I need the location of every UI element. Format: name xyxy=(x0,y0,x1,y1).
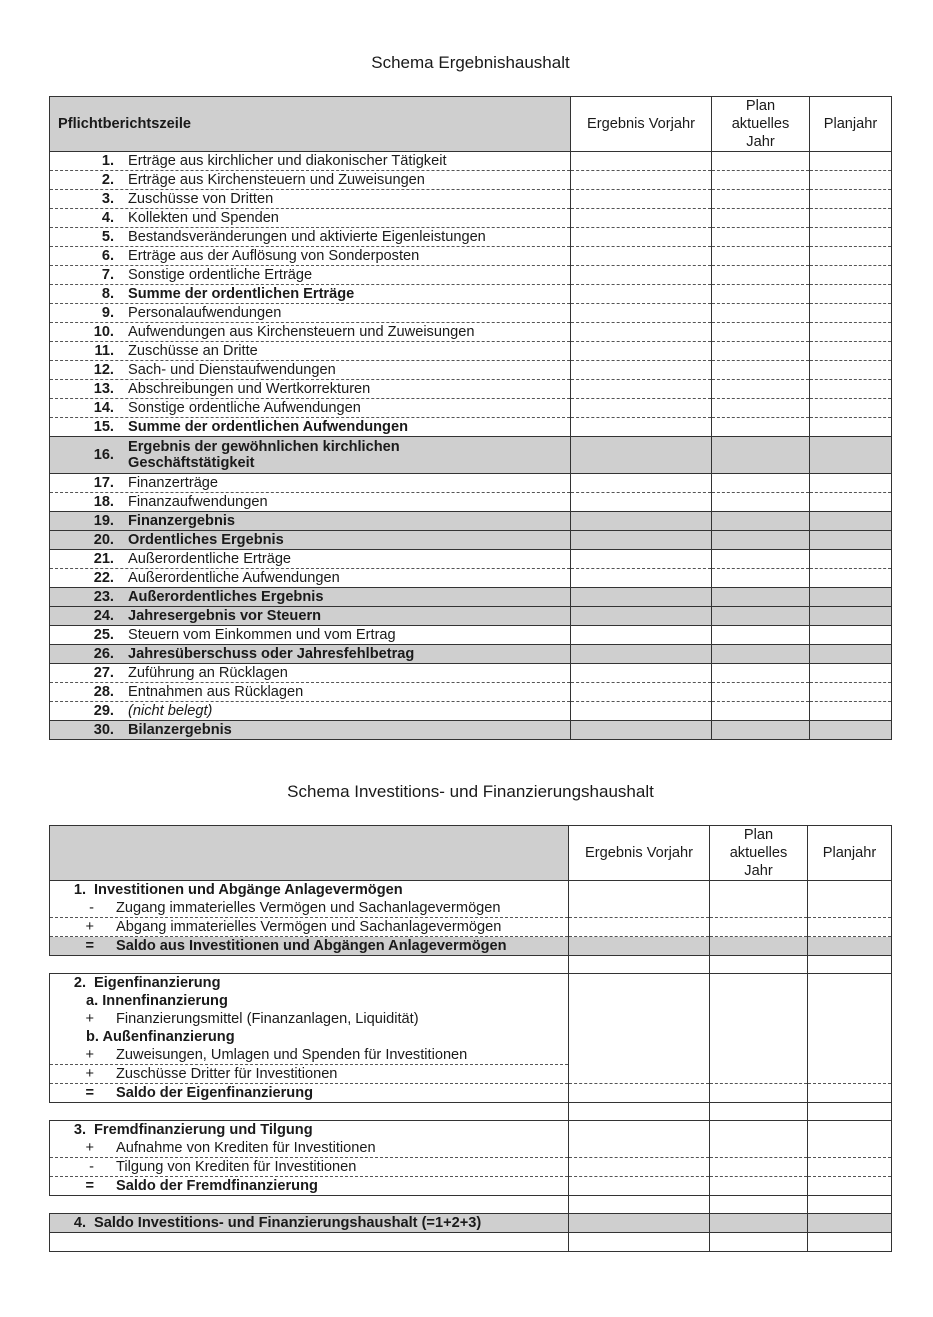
value-cell-plan[interactable] xyxy=(712,228,810,247)
saldo-label: Saldo der Fremdfinanzierung xyxy=(116,1178,318,1194)
table-row xyxy=(50,664,892,683)
row-label-cell xyxy=(50,285,571,304)
group-3-title-row xyxy=(50,1121,892,1140)
row-number: 23. xyxy=(93,588,114,605)
value-cell-plan[interactable] xyxy=(712,607,810,626)
value-cell-plan[interactable] xyxy=(712,531,810,550)
group-title: Eigenfinanzierung xyxy=(94,975,221,991)
row-number: 19. xyxy=(93,512,114,529)
spacer-row xyxy=(50,1196,892,1214)
value-cell-planjahr[interactable] xyxy=(810,626,892,645)
row-number: 10. xyxy=(93,323,114,340)
table-row xyxy=(50,437,892,474)
value-cell-planjahr[interactable] xyxy=(810,683,892,702)
row-label-cell xyxy=(50,171,571,190)
table-row xyxy=(50,190,892,209)
value-cell-plan[interactable] xyxy=(712,626,810,645)
row-number: 24. xyxy=(93,607,114,624)
value-cell-vorjahr[interactable] xyxy=(571,152,712,171)
value-cell-planjahr[interactable] xyxy=(810,550,892,569)
row-label-cell xyxy=(50,323,571,342)
line-label: Finanzierungsmittel (Finanzanlagen, Liquidität) xyxy=(116,1011,419,1027)
table-row xyxy=(50,152,892,171)
ergebnishaushalt-table xyxy=(49,96,892,740)
table-row xyxy=(50,380,892,399)
value-cell-vorjahr[interactable] xyxy=(571,531,712,550)
row-number: 5. xyxy=(101,228,114,245)
row-label-cell xyxy=(50,437,571,474)
table-row xyxy=(50,342,892,361)
row-number: 15. xyxy=(93,418,114,435)
row-number: 13. xyxy=(93,380,114,397)
row-number: 12. xyxy=(93,361,114,378)
page-title-investitionshaushalt: Schema Investitions- und Finanzierungshaushalt xyxy=(287,782,654,801)
group-4-total-row xyxy=(50,1214,892,1233)
row-number: 8. xyxy=(101,285,114,302)
table-row xyxy=(50,266,892,285)
value-cell-planjahr[interactable] xyxy=(810,569,892,588)
row-label: Sonstige ordentliche Aufwendungen xyxy=(128,400,361,417)
row-number: 2. xyxy=(101,171,114,188)
value-cell-vorjahr[interactable] xyxy=(571,209,712,228)
value-cell-vorjahr[interactable] xyxy=(571,304,712,323)
table-row xyxy=(50,304,892,323)
row-label-cell xyxy=(50,512,571,531)
group-1-title-row xyxy=(50,881,892,900)
column-header-blank xyxy=(50,826,569,881)
table-row xyxy=(50,493,892,512)
row-label: Steuern vom Einkommen und vom Ertrag xyxy=(128,627,396,644)
table-row xyxy=(50,607,892,626)
line-label: Zuweisungen, Umlagen und Spenden für Investitionen xyxy=(116,1047,468,1063)
row-label: Abschreibungen und Wertkorrekturen xyxy=(128,381,371,398)
value-cell-vorjahr[interactable] xyxy=(571,342,712,361)
value-cell-planjahr[interactable] xyxy=(810,607,892,626)
line-label: Aufnahme von Krediten für Investitionen xyxy=(116,1140,376,1156)
row-number: 27. xyxy=(93,664,114,681)
value-cell-planjahr[interactable] xyxy=(810,361,892,380)
value-cell-plan[interactable] xyxy=(712,683,810,702)
subheading: a. Innenfinanzierung xyxy=(86,993,228,1009)
group-number: 1. xyxy=(73,882,86,898)
value-cell-plan[interactable] xyxy=(712,152,810,171)
header-row xyxy=(50,826,892,881)
table-row xyxy=(50,474,892,493)
row-label: Personalaufwendungen xyxy=(128,305,282,322)
column-header-pflichtberichtszeile: Pflichtberichtszeile xyxy=(50,97,571,152)
value-cell-planjahr[interactable] xyxy=(810,664,892,683)
column-header-plan-aktuelles-jahr xyxy=(712,97,810,152)
value-cell-planjahr[interactable] xyxy=(810,474,892,493)
plan-header-line1: Plan xyxy=(743,827,774,843)
row-label-cell xyxy=(50,361,571,380)
value-cell-plan[interactable] xyxy=(712,418,810,437)
page-title-ergebnishaushalt: Schema Ergebnishaushalt xyxy=(371,53,570,72)
operator: + xyxy=(85,1066,94,1082)
operator: + xyxy=(85,1140,94,1156)
value-cell-plan[interactable] xyxy=(712,664,810,683)
value-cell-vorjahr[interactable] xyxy=(571,190,712,209)
table-row xyxy=(50,531,892,550)
table-row xyxy=(50,683,892,702)
column-header-planjahr: Planjahr xyxy=(810,97,892,152)
value-cell-plan[interactable] xyxy=(712,474,810,493)
row-label-cell xyxy=(50,607,571,626)
value-cell-planjahr[interactable] xyxy=(810,399,892,418)
value-cell-planjahr[interactable] xyxy=(810,380,892,399)
table-row xyxy=(50,323,892,342)
group-title: Fremdfinanzierung und Tilgung xyxy=(94,1122,313,1138)
value-cell-vorjahr[interactable] xyxy=(571,664,712,683)
value-cell-plan[interactable] xyxy=(712,399,810,418)
row-label-cell xyxy=(50,645,571,664)
value-cell-planjahr[interactable] xyxy=(810,342,892,361)
plan-header-line1: Plan xyxy=(745,98,776,114)
value-cell-plan[interactable] xyxy=(712,702,810,721)
row-label-cell xyxy=(50,626,571,645)
row-label: Aufwendungen aus Kirchensteuern und Zuweisungen xyxy=(128,324,475,341)
row-label: Ordentliches Ergebnis xyxy=(128,532,284,549)
value-cell-vorjahr[interactable] xyxy=(571,474,712,493)
row-number: 21. xyxy=(93,550,114,567)
empty-row xyxy=(50,1233,892,1252)
value-cell-plan[interactable] xyxy=(712,323,810,342)
value-cell-planjahr[interactable] xyxy=(810,228,892,247)
value-cell-vorjahr[interactable] xyxy=(571,569,712,588)
row-label-cell xyxy=(50,152,571,171)
group-1-line-row xyxy=(50,918,892,937)
table-row xyxy=(50,550,892,569)
value-cell-vorjahr[interactable] xyxy=(571,266,712,285)
value-cell-plan[interactable] xyxy=(712,645,810,664)
row-label-cell xyxy=(50,493,571,512)
group-2-line-row xyxy=(50,1010,892,1028)
row-label: Außerordentliche Erträge xyxy=(128,551,292,568)
value-cell-planjahr[interactable] xyxy=(810,512,892,531)
row-label: Sach- und Dienstaufwendungen xyxy=(128,362,336,379)
row-label: Erträge aus der Auflösung von Sonderposten xyxy=(128,248,420,265)
row-label-cell xyxy=(50,683,571,702)
value-cell-plan[interactable] xyxy=(712,437,810,474)
row-label: Jahresergebnis vor Steuern xyxy=(128,608,322,625)
row-number: 17. xyxy=(93,474,114,491)
column-header-ergebnis-vorjahr: Ergebnis Vorjahr xyxy=(571,97,712,152)
value-cell-plan[interactable] xyxy=(712,380,810,399)
value-cell-plan[interactable] xyxy=(712,266,810,285)
table-row xyxy=(50,569,892,588)
value-cell-plan[interactable] xyxy=(712,209,810,228)
row-label-cell xyxy=(50,342,571,361)
value-cell-planjahr[interactable] xyxy=(810,418,892,437)
row-label-cell xyxy=(50,209,571,228)
value-cell-planjahr[interactable] xyxy=(810,266,892,285)
value-cell-vorjahr[interactable] xyxy=(571,323,712,342)
row-number: 30. xyxy=(93,721,114,738)
row-label: Kollekten und Spenden xyxy=(128,210,279,227)
row-label-cell xyxy=(50,418,571,437)
row-number: 9. xyxy=(101,304,114,321)
value-cell-plan[interactable] xyxy=(712,361,810,380)
row-number: 6. xyxy=(101,247,114,264)
value-cell-plan[interactable] xyxy=(712,247,810,266)
row-label: Summe der ordentlichen Aufwendungen xyxy=(128,419,409,436)
operator: - xyxy=(89,1159,94,1175)
value-cell-plan[interactable] xyxy=(712,171,810,190)
value-cell-plan[interactable] xyxy=(712,342,810,361)
row-label: Zuschüsse von Dritten xyxy=(128,191,274,208)
row-label: Finanzaufwendungen xyxy=(128,494,268,511)
value-cell-vorjahr[interactable] xyxy=(571,721,712,740)
operator: + xyxy=(85,1011,94,1027)
row-label: Außerordentliche Aufwendungen xyxy=(128,570,340,587)
row-label-cell xyxy=(50,380,571,399)
row-label: Erträge aus kirchlicher und diakonischer Tätigkeit xyxy=(128,153,447,170)
value-cell-vorjahr[interactable] xyxy=(571,171,712,190)
row-number: 7. xyxy=(101,266,114,283)
saldo-label: Saldo aus Investitionen und Abgängen Anlagevermögen xyxy=(116,938,507,954)
row-label: (nicht belegt) xyxy=(128,703,213,720)
value-cell-vorjahr[interactable] xyxy=(571,437,712,474)
table-row xyxy=(50,512,892,531)
operator: + xyxy=(85,1047,94,1063)
operator: = xyxy=(85,1085,94,1101)
group-1-line-row xyxy=(50,899,892,918)
row-label: Außerordentliches Ergebnis xyxy=(128,589,324,606)
value-cell-vorjahr[interactable] xyxy=(571,588,712,607)
row-number: 26. xyxy=(93,645,114,662)
row-number: 11. xyxy=(94,342,114,359)
table-row xyxy=(50,721,892,740)
spacer-row xyxy=(50,956,892,974)
plan-header-line2: aktuelles xyxy=(729,845,788,861)
row-label: Bestandsveränderungen und aktivierte Eigenleistungen xyxy=(128,229,486,246)
group-title: Saldo Investitions- und Finanzierungshaushalt (=1+2+3) xyxy=(94,1215,482,1231)
value-cell-vorjahr[interactable] xyxy=(571,645,712,664)
row-number: 16. xyxy=(93,446,114,463)
row-label: Zuschüsse an Dritte xyxy=(128,343,258,360)
table-row xyxy=(50,588,892,607)
column-header-ergebnis-vorjahr: Ergebnis Vorjahr xyxy=(569,826,710,881)
value-cell-vorjahr[interactable] xyxy=(571,702,712,721)
value-cell-planjahr[interactable] xyxy=(810,152,892,171)
saldo-label: Saldo der Eigenfinanzierung xyxy=(116,1085,314,1101)
table-row xyxy=(50,171,892,190)
row-label-cell xyxy=(50,474,571,493)
value-cell-planjahr[interactable] xyxy=(810,190,892,209)
row-label: Bilanzergebnis xyxy=(128,722,232,739)
plan-header-line3: Jahr xyxy=(744,863,773,879)
row-label-cell xyxy=(50,228,571,247)
group-2-saldo-row xyxy=(50,1084,892,1103)
row-label-cell xyxy=(50,569,571,588)
row-label-cell xyxy=(50,190,571,209)
value-cell-vorjahr[interactable] xyxy=(571,512,712,531)
operator: - xyxy=(89,900,94,916)
value-cell-vorjahr[interactable] xyxy=(571,399,712,418)
row-label-cell xyxy=(50,702,571,721)
operator: + xyxy=(85,919,94,935)
value-cell-vorjahr[interactable] xyxy=(571,380,712,399)
value-cell-vorjahr[interactable] xyxy=(571,683,712,702)
row-number: 28. xyxy=(93,683,114,700)
value-cell-vorjahr[interactable] xyxy=(571,361,712,380)
row-number: 18. xyxy=(93,493,114,510)
row-label-cell xyxy=(50,266,571,285)
table-row xyxy=(50,285,892,304)
row-label: Summe der ordentlichen Erträge xyxy=(128,286,355,303)
value-cell-planjahr[interactable] xyxy=(810,531,892,550)
row-label: Finanzergebnis xyxy=(128,513,236,530)
row-label-line1: Ergebnis der gewöhnlichen kirchlichen xyxy=(128,439,400,455)
row-label-line2: Geschäftstätigkeit xyxy=(128,455,255,471)
row-label-cell xyxy=(50,304,571,323)
row-number: 25. xyxy=(93,626,114,643)
row-label: Entnahmen aus Rücklagen xyxy=(128,684,304,701)
group-number: 4. xyxy=(73,1215,86,1231)
value-cell-plan[interactable] xyxy=(712,588,810,607)
value-cell-planjahr[interactable] xyxy=(810,285,892,304)
value-cell-plan[interactable] xyxy=(712,569,810,588)
operator: = xyxy=(85,1178,94,1194)
value-cell-planjahr[interactable] xyxy=(810,247,892,266)
row-number: 1. xyxy=(101,152,114,169)
row-number: 29. xyxy=(93,702,114,719)
table-row xyxy=(50,209,892,228)
value-cell-planjahr[interactable] xyxy=(810,588,892,607)
row-label-cell xyxy=(50,550,571,569)
value-cell-planjahr[interactable] xyxy=(810,702,892,721)
value-cell-planjahr[interactable] xyxy=(810,645,892,664)
value-cell-plan[interactable] xyxy=(712,190,810,209)
subheading: b. Außenfinanzierung xyxy=(86,1029,235,1045)
row-number: 3. xyxy=(101,190,114,207)
line-label: Zugang immaterielles Vermögen und Sachanlagevermögen xyxy=(116,900,501,916)
value-cell-vorjahr[interactable] xyxy=(571,285,712,304)
value-cell-planjahr[interactable] xyxy=(810,209,892,228)
row-number: 22. xyxy=(93,569,114,586)
value-cell-plan[interactable] xyxy=(712,304,810,323)
group-3-saldo-row xyxy=(50,1177,892,1196)
value-cell-planjahr[interactable] xyxy=(810,304,892,323)
group-number: 2. xyxy=(73,975,86,991)
plan-header-line2: aktuelles xyxy=(731,116,790,132)
row-label-cell xyxy=(50,399,571,418)
value-cell-vorjahr[interactable] xyxy=(571,607,712,626)
table-row xyxy=(50,247,892,266)
value-cell-vorjahr[interactable] xyxy=(571,228,712,247)
table-row xyxy=(50,626,892,645)
row-number: 4. xyxy=(101,209,114,226)
row-label-cell xyxy=(50,247,571,266)
row-label-cell xyxy=(50,721,571,740)
value-cell-planjahr[interactable] xyxy=(810,323,892,342)
value-cell-vorjahr[interactable] xyxy=(571,418,712,437)
group-2-line-row xyxy=(50,1046,892,1065)
column-header-plan-aktuelles-jahr xyxy=(710,826,808,881)
row-number: 14. xyxy=(93,399,114,416)
value-cell-plan[interactable] xyxy=(712,493,810,512)
table-row xyxy=(50,228,892,247)
header-row xyxy=(50,97,892,152)
value-cell-plan[interactable] xyxy=(712,721,810,740)
row-label: Erträge aus Kirchensteuern und Zuweisungen xyxy=(128,172,425,189)
value-cell-planjahr[interactable] xyxy=(810,493,892,512)
plan-header-line3: Jahr xyxy=(746,134,775,150)
row-label: Zuführung an Rücklagen xyxy=(128,665,288,682)
table-row xyxy=(50,361,892,380)
table-row xyxy=(50,645,892,664)
line-label: Zuschüsse Dritter für Investitionen xyxy=(116,1066,338,1082)
value-cell-vorjahr[interactable] xyxy=(571,626,712,645)
line-label: Tilgung von Krediten für Investitionen xyxy=(116,1159,357,1175)
group-2-sub-row xyxy=(50,992,892,1010)
row-label: Sonstige ordentliche Erträge xyxy=(128,267,313,284)
group-1-saldo-row xyxy=(50,937,892,956)
table-row xyxy=(50,418,892,437)
line-label: Abgang immaterielles Vermögen und Sachanlagevermögen xyxy=(116,919,502,935)
value-cell-vorjahr[interactable] xyxy=(571,247,712,266)
group-number: 3. xyxy=(73,1122,86,1138)
spacer-row xyxy=(50,1103,892,1121)
group-2-title-row xyxy=(50,974,892,993)
value-cell-planjahr[interactable] xyxy=(810,721,892,740)
value-cell-vorjahr[interactable] xyxy=(571,493,712,512)
value-cell-planjahr[interactable] xyxy=(810,171,892,190)
investitionshaushalt-table xyxy=(49,825,892,1252)
row-label-cell xyxy=(50,588,571,607)
value-cell-planjahr[interactable] xyxy=(810,437,892,474)
row-label: Jahresüberschuss oder Jahresfehlbetrag xyxy=(128,646,415,663)
value-cell-plan[interactable] xyxy=(712,285,810,304)
column-header-planjahr: Planjahr xyxy=(808,826,892,881)
value-cell-vorjahr[interactable] xyxy=(571,550,712,569)
row-label xyxy=(128,439,400,471)
value-cell-plan[interactable] xyxy=(712,512,810,531)
row-label-cell xyxy=(50,664,571,683)
table-row xyxy=(50,702,892,721)
table-row xyxy=(50,399,892,418)
group-3-line-row xyxy=(50,1139,892,1158)
row-label: Finanzerträge xyxy=(128,475,219,492)
row-label-cell xyxy=(50,531,571,550)
group-2-line-row xyxy=(50,1065,892,1084)
row-number: 20. xyxy=(93,531,114,548)
operator: = xyxy=(85,938,94,954)
group-3-line-row xyxy=(50,1158,892,1177)
group-title: Investitionen und Abgänge Anlagevermögen xyxy=(94,882,403,898)
group-2-sub-row xyxy=(50,1028,892,1046)
value-cell-plan[interactable] xyxy=(712,550,810,569)
